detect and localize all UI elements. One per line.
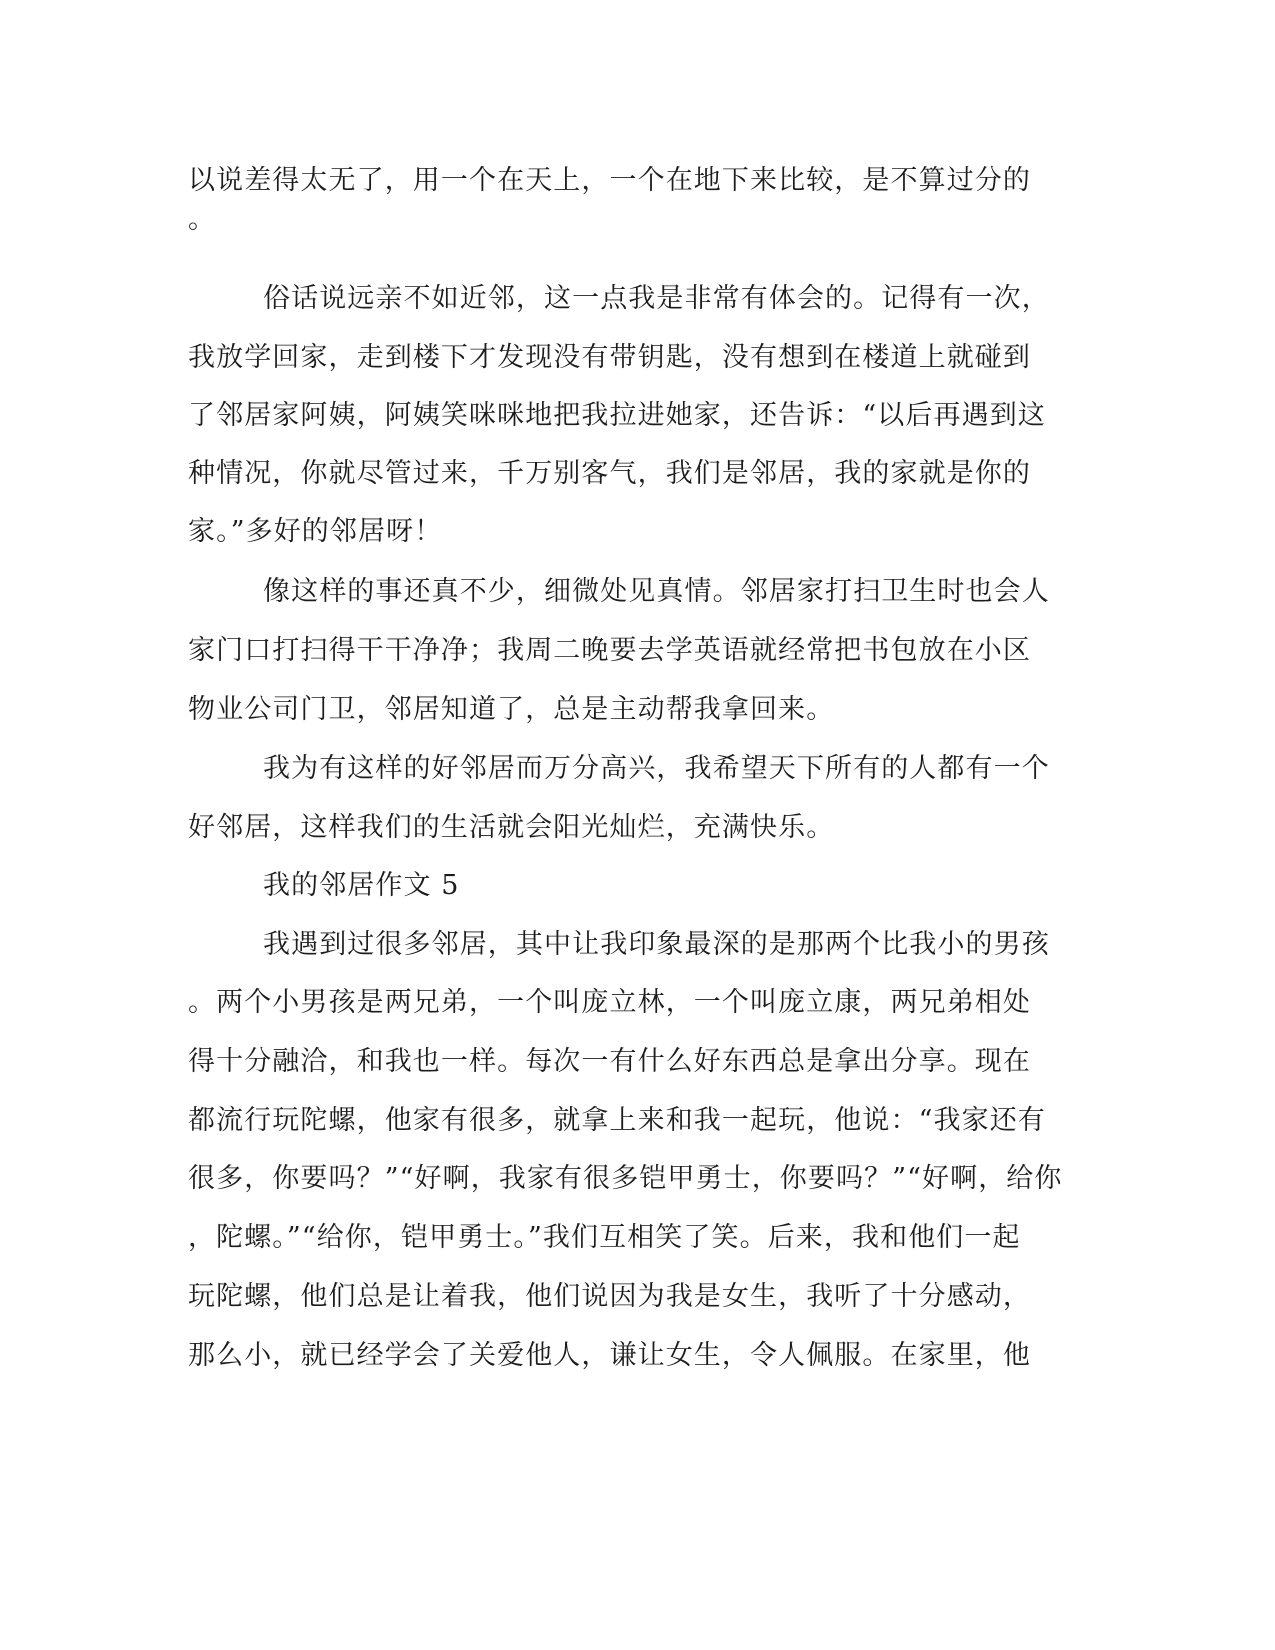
text-line: 家。”多好的邻居呀！ (188, 516, 443, 547)
text-line: 。 (188, 204, 217, 235)
text-line: 种情况，你就尽管过来，千万别客气，我们是邻居，我的家就是你的 (188, 458, 1031, 489)
text-line: 玩陀螺，他们总是让着我，他们说因为我是女生，我听了十分感动， (188, 1281, 1031, 1312)
text-line: 家门口打扫得干干净净；我周二晚要去学英语就经常把书包放在小区 (188, 635, 1031, 666)
text-line: 很多，你要吗？”“好啊，我家有很多铠甲勇士，你要吗？”“好啊，给你 (188, 1163, 1063, 1194)
text-line: 那么小，就已经学会了关爱他人，谦让女生，令人佩服。在家里，他 (188, 1340, 1031, 1371)
paragraph-first-line: 我遇到过很多邻居，其中让我印象最深的是那两个比我小的男孩 (263, 929, 1050, 960)
paragraph-first-line: 我为有这样的好邻居而万分高兴，我希望天下所有的人都有一个 (263, 753, 1050, 784)
section-heading: 我的邻居作文 5 (263, 870, 460, 901)
text-line: 我放学回家，走到楼下才发现没有带钥匙，没有想到在楼道上就碰到 (188, 342, 1031, 373)
text-line: 。两个小男孩是两兄弟，一个叫庞立林，一个叫庞立康，两兄弟相处 (188, 987, 1031, 1018)
text-line: 物业公司门卫，邻居知道了，总是主动帮我拿回来。 (188, 694, 835, 725)
text-line: ，陀螺。”“给你，铠甲勇士。”我们互相笑了笑。后来，我和他们一起 (188, 1222, 1021, 1253)
text-line: 好邻居，这样我们的生活就会阳光灿烂，充满快乐。 (188, 812, 835, 843)
paragraph-first-line: 俗话说远亲不如近邻，这一点我是非常有体会的。记得有一次， (263, 283, 1050, 314)
text-line: 都流行玩陀螺，他家有很多，就拿上来和我一起玩，他说：“我家还有 (188, 1105, 1046, 1136)
text-line: 得十分融洽，和我也一样。每次一有什么好东西总是拿出分享。现在 (188, 1046, 1031, 1077)
text-line: 了邻居家阿姨，阿姨笑咪咪地把我拉进她家，还告诉：“以后再遇到这 (188, 400, 1046, 431)
paragraph-first-line: 像这样的事还真不少，细微处见真情。邻居家打扫卫生时也会人 (263, 576, 1050, 607)
text-line: 以说差得太无了，用一个在天上，一个在地下来比较，是不算过分的 (188, 165, 1031, 196)
